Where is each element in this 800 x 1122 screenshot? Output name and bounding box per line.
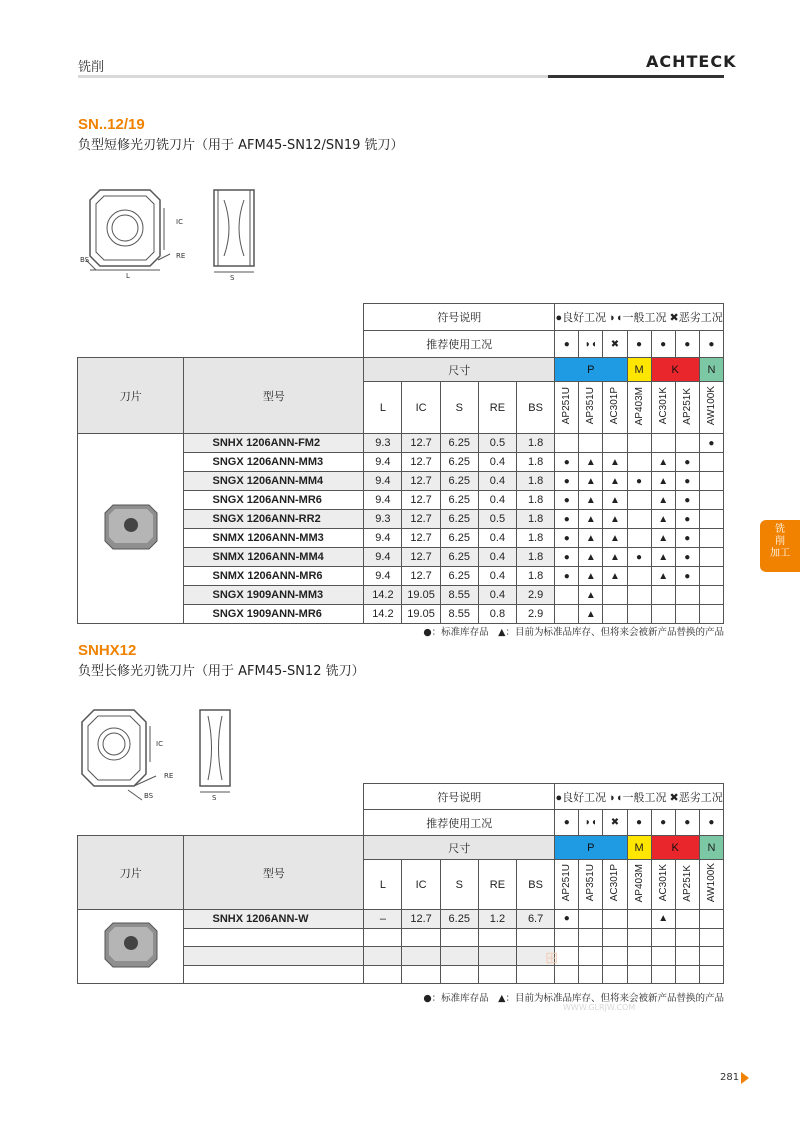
model-cell: SNHX 1206ANN-W <box>184 910 364 929</box>
dims-header: 尺寸 <box>364 358 555 382</box>
dim-cell-bs: 1.8 <box>517 491 555 510</box>
page-header-title: 铣削 <box>78 60 105 75</box>
dim-col-header: RE <box>478 860 516 910</box>
dim-cell-re <box>478 947 516 966</box>
dim-cell-ic: 12.7 <box>402 567 440 586</box>
grade-mark-cell <box>555 434 579 453</box>
grade-mark-cell <box>627 947 651 966</box>
section1-insert-drawing <box>78 180 268 280</box>
dim-cell-ic: 12.7 <box>402 529 440 548</box>
grade-mark-cell: ▲ <box>603 510 627 529</box>
grade-mark-cell <box>627 605 651 624</box>
table-row <box>78 910 724 929</box>
page-number: 281 <box>720 1072 740 1083</box>
grade-mark-cell <box>603 586 627 605</box>
rec-mark: ◗◖ <box>579 810 603 836</box>
grade-mark-cell <box>603 434 627 453</box>
dim-cell-s: 6.25 <box>440 529 478 548</box>
dim-cell-s: 6.25 <box>440 491 478 510</box>
section2-desc: 负型长修光刃铣刀片（用于 AFM45-SN12 铣刀） <box>78 664 365 679</box>
dim-col-header: BS <box>517 382 555 434</box>
model-cell: SNGX 1206ANN-RR2 <box>184 510 364 529</box>
symbol-desc-label: 符号说明 <box>364 304 555 331</box>
grade-mark-cell <box>651 928 675 947</box>
dim-cell-s <box>440 947 478 966</box>
dim-cell-re: 0.5 <box>478 510 516 529</box>
grade-mark-cell <box>699 910 723 929</box>
grade-mark-cell: ● <box>555 510 579 529</box>
dim-cell-l: 9.4 <box>364 491 402 510</box>
grade-mark-cell: ▲ <box>651 548 675 567</box>
grade-mark-cell: ▲ <box>603 491 627 510</box>
rec-mark: ● <box>555 810 579 836</box>
dim-cell-bs: 1.8 <box>517 529 555 548</box>
dim-cell-ic: 19.05 <box>402 605 440 624</box>
dim-cell-re: 0.4 <box>478 586 516 605</box>
grade-mark-cell: ● <box>555 548 579 567</box>
grade-mark-cell: ▲ <box>579 529 603 548</box>
label-re: RE <box>164 772 174 780</box>
grade-mark-cell: ● <box>555 529 579 548</box>
dim-cell-bs <box>517 965 555 984</box>
grade-mark-cell <box>627 529 651 548</box>
dim-cell-bs: 1.8 <box>517 453 555 472</box>
grade-mark-cell: ● <box>675 529 699 548</box>
brand-logo: ACHTECK <box>646 52 737 71</box>
grade-header: AC301K <box>657 864 669 902</box>
grade-mark-cell: ▲ <box>603 453 627 472</box>
label-re: RE <box>176 252 186 260</box>
grade-mark-cell: ▲ <box>651 529 675 548</box>
grade-mark-cell <box>555 605 579 624</box>
grade-mark-cell <box>675 910 699 929</box>
grade-mark-cell <box>627 910 651 929</box>
dim-cell-ic <box>402 947 440 966</box>
grade-mark-cell: ▲ <box>603 567 627 586</box>
grade-mark-cell <box>699 491 723 510</box>
model-cell: SNMX 1206ANN-MM3 <box>184 529 364 548</box>
grade-mark-cell: ● <box>627 548 651 567</box>
insert-header: 刀片 <box>78 836 184 910</box>
spec-table-2 <box>77 783 724 984</box>
model-cell: SNMX 1206ANN-MR6 <box>184 567 364 586</box>
legend: ●良好工况 ◗◖一般工况 ✖恶劣工况 <box>555 304 724 331</box>
dim-cell-bs: 1.8 <box>517 472 555 491</box>
watermark-url: WWW.GLRJW.COM <box>563 1003 636 1012</box>
model-cell: SNGX 1206ANN-MM4 <box>184 472 364 491</box>
grade-mark-cell: ● <box>675 491 699 510</box>
grade-mark-cell <box>699 586 723 605</box>
model-cell <box>184 928 364 947</box>
rec-mark: ● <box>627 810 651 836</box>
grade-mark-cell: ● <box>555 910 579 929</box>
insert-photo <box>78 492 183 565</box>
dim-cell-bs: 1.8 <box>517 567 555 586</box>
label-s: S <box>212 794 217 802</box>
grade-mark-cell <box>675 947 699 966</box>
grade-mark-cell: ▲ <box>579 586 603 605</box>
dim-cell-l: – <box>364 910 402 929</box>
dim-cell-re <box>478 928 516 947</box>
grade-header: AP251K <box>681 864 693 902</box>
rec-mark: ● <box>675 810 699 836</box>
grade-mark-cell <box>675 605 699 624</box>
dim-cell-l: 9.4 <box>364 472 402 491</box>
grade-header: AC301P <box>609 387 621 425</box>
dim-cell-bs: 1.8 <box>517 510 555 529</box>
grade-mark-cell: ▲ <box>651 567 675 586</box>
model-header: 型号 <box>184 836 364 910</box>
insert-header: 刀片 <box>78 358 184 434</box>
grade-header: AP403M <box>633 386 645 426</box>
grade-mark-cell: ▲ <box>579 567 603 586</box>
grade-mark-cell <box>675 434 699 453</box>
model-cell <box>184 965 364 984</box>
grade-header: AW100K <box>705 386 717 426</box>
dim-cell-l: 14.2 <box>364 586 402 605</box>
dim-cell-s: 8.55 <box>440 586 478 605</box>
dim-cell-ic: 19.05 <box>402 586 440 605</box>
footnote-1: ●：标准库存品 ▲：目前为标准品库存、但将来会被新产品替换的产品 <box>423 627 724 638</box>
side-tab-char: 削 <box>775 536 785 547</box>
model-cell: SNGX 1909ANN-MM3 <box>184 586 364 605</box>
dim-cell-s: 6.25 <box>440 910 478 929</box>
grade-mark-cell <box>699 965 723 984</box>
dim-cell-bs: 1.8 <box>517 434 555 453</box>
dim-cell-ic <box>402 965 440 984</box>
grade-mark-cell: ● <box>675 567 699 586</box>
dim-col-header: IC <box>402 382 440 434</box>
grade-mark-cell <box>579 965 603 984</box>
rec-mark: ● <box>651 810 675 836</box>
dim-cell-s: 6.25 <box>440 548 478 567</box>
grade-mark-cell: ● <box>555 453 579 472</box>
category-k: K <box>651 358 699 382</box>
grade-mark-cell: ● <box>675 510 699 529</box>
rec-mark: ✖ <box>603 810 627 836</box>
grade-mark-cell <box>651 434 675 453</box>
table-row <box>78 434 724 453</box>
dim-cell-l: 9.4 <box>364 453 402 472</box>
dim-cell-bs: 2.9 <box>517 605 555 624</box>
grade-mark-cell: ● <box>555 491 579 510</box>
grade-header: AP351U <box>585 387 597 425</box>
rec-mark: ◗◖ <box>579 331 603 358</box>
grade-header: AP351U <box>585 864 597 902</box>
grade-mark-cell <box>675 965 699 984</box>
model-cell: SNGX 1206ANN-MR6 <box>184 491 364 510</box>
dim-cell-re <box>478 965 516 984</box>
rec-mark: ● <box>699 331 723 358</box>
dim-cell-l <box>364 928 402 947</box>
dim-cell-s: 6.25 <box>440 434 478 453</box>
label-l: L <box>126 272 130 280</box>
grade-mark-cell <box>555 965 579 984</box>
grade-mark-cell: ▲ <box>579 491 603 510</box>
dim-cell-bs <box>517 928 555 947</box>
grade-mark-cell <box>579 928 603 947</box>
model-cell: SNHX 1206ANN-FM2 <box>184 434 364 453</box>
dim-cell-s <box>440 965 478 984</box>
grade-mark-cell <box>699 928 723 947</box>
grade-mark-cell <box>651 586 675 605</box>
grade-mark-cell <box>579 910 603 929</box>
grade-mark-cell: ● <box>555 567 579 586</box>
dim-cell-s: 6.25 <box>440 510 478 529</box>
category-n: N <box>699 836 723 860</box>
grade-mark-cell: ▲ <box>579 548 603 567</box>
grade-mark-cell <box>627 453 651 472</box>
grade-mark-cell <box>579 947 603 966</box>
dim-cell-re: 0.4 <box>478 491 516 510</box>
label-bs: BS <box>80 256 90 264</box>
dim-col-header: S <box>440 860 478 910</box>
grade-mark-cell: ▲ <box>651 491 675 510</box>
category-p: P <box>555 358 627 382</box>
grade-mark-cell <box>603 605 627 624</box>
dim-cell-s: 8.55 <box>440 605 478 624</box>
grade-header: AP251U <box>561 864 573 902</box>
insert-image-cell <box>78 910 184 984</box>
dim-cell-l: 9.4 <box>364 548 402 567</box>
dim-cell-bs: 1.8 <box>517 548 555 567</box>
grade-mark-cell: ▲ <box>603 472 627 491</box>
category-m: M <box>627 836 651 860</box>
grade-mark-cell <box>651 947 675 966</box>
category-p: P <box>555 836 627 860</box>
rec-mark: ● <box>675 331 699 358</box>
dim-cell-re: 0.8 <box>478 605 516 624</box>
side-tab-milling[interactable] <box>760 520 800 572</box>
dim-cell-s: 6.25 <box>440 567 478 586</box>
grade-mark-cell: ▲ <box>651 472 675 491</box>
grade-mark-cell <box>699 567 723 586</box>
recommended-label: 推荐使用工况 <box>364 331 555 358</box>
grade-mark-cell <box>699 548 723 567</box>
grade-mark-cell: ▲ <box>579 472 603 491</box>
dim-cell-re: 0.4 <box>478 453 516 472</box>
dim-col-header: S <box>440 382 478 434</box>
grade-mark-cell <box>603 947 627 966</box>
grade-mark-cell <box>627 434 651 453</box>
grade-mark-cell <box>627 510 651 529</box>
grade-mark-cell: ● <box>627 472 651 491</box>
label-bs: BS <box>144 792 154 800</box>
dim-cell-re: 0.4 <box>478 472 516 491</box>
grade-mark-cell <box>627 567 651 586</box>
insert-image-cell <box>78 434 184 624</box>
dim-cell-ic: 12.7 <box>402 510 440 529</box>
grade-header: AC301P <box>609 864 621 902</box>
dim-cell-l: 9.4 <box>364 567 402 586</box>
dim-cell-re: 1.2 <box>478 910 516 929</box>
recommended-label: 推荐使用工况 <box>364 810 555 836</box>
model-cell: SNGX 1206ANN-MM3 <box>184 453 364 472</box>
dim-cell-s: 6.25 <box>440 472 478 491</box>
grade-mark-cell <box>675 928 699 947</box>
grade-mark-cell <box>627 965 651 984</box>
grade-mark-cell <box>651 965 675 984</box>
category-k: K <box>651 836 699 860</box>
model-cell <box>184 947 364 966</box>
side-tab-char: 加工 <box>770 548 790 559</box>
grade-header: AP403M <box>633 863 645 903</box>
grade-header: AP251U <box>561 387 573 425</box>
legend: ●良好工况 ◗◖一般工况 ✖恶劣工况 <box>555 784 724 810</box>
dim-cell-re: 0.4 <box>478 567 516 586</box>
dim-cell-re: 0.4 <box>478 529 516 548</box>
grade-mark-cell <box>627 491 651 510</box>
dim-cell-bs: 2.9 <box>517 586 555 605</box>
grade-mark-cell <box>555 586 579 605</box>
dim-cell-ic: 12.7 <box>402 472 440 491</box>
grade-mark-cell <box>699 947 723 966</box>
dim-cell-ic: 12.7 <box>402 910 440 929</box>
grade-mark-cell <box>627 586 651 605</box>
dim-cell-l <box>364 947 402 966</box>
grade-mark-cell: ▲ <box>579 510 603 529</box>
model-header: 型号 <box>184 358 364 434</box>
dim-cell-l <box>364 965 402 984</box>
grade-mark-cell: ● <box>699 434 723 453</box>
grade-mark-cell: ▲ <box>651 910 675 929</box>
grade-mark-cell <box>579 434 603 453</box>
grade-mark-cell <box>699 529 723 548</box>
grade-header: AW100K <box>705 863 717 903</box>
header-rule-accent <box>548 75 724 78</box>
dim-col-header: RE <box>478 382 516 434</box>
grade-mark-cell <box>675 586 699 605</box>
dim-cell-ic: 12.7 <box>402 548 440 567</box>
dim-cell-ic: 12.7 <box>402 453 440 472</box>
dim-cell-ic: 12.7 <box>402 434 440 453</box>
symbol-desc-label: 符号说明 <box>364 784 555 810</box>
grade-mark-cell: ▲ <box>603 548 627 567</box>
category-n: N <box>699 358 723 382</box>
grade-mark-cell <box>555 928 579 947</box>
rec-mark: ● <box>699 810 723 836</box>
dim-cell-s <box>440 928 478 947</box>
dim-cell-s: 6.25 <box>440 453 478 472</box>
label-ic: IC <box>156 740 163 748</box>
watermark-logo: ⊞ <box>545 948 559 967</box>
dim-cell-bs: 6.7 <box>517 910 555 929</box>
grade-mark-cell: ▲ <box>579 605 603 624</box>
grade-mark-cell: ● <box>675 548 699 567</box>
rec-mark: ● <box>651 331 675 358</box>
grade-mark-cell: ● <box>675 453 699 472</box>
grade-mark-cell: ▲ <box>579 453 603 472</box>
grade-mark-cell <box>627 928 651 947</box>
label-s: S <box>230 274 235 280</box>
rec-mark: ● <box>627 331 651 358</box>
dim-col-header: IC <box>402 860 440 910</box>
grade-mark-cell <box>699 472 723 491</box>
section1-code: SN..12/19 <box>78 116 145 133</box>
grade-mark-cell <box>699 510 723 529</box>
grade-mark-cell: ▲ <box>651 510 675 529</box>
label-ic: IC <box>176 218 183 226</box>
grade-mark-cell <box>603 928 627 947</box>
grade-mark-cell: ● <box>675 472 699 491</box>
model-cell: SNGX 1909ANN-MR6 <box>184 605 364 624</box>
header-rule <box>78 75 548 78</box>
grade-mark-cell <box>651 605 675 624</box>
dim-cell-l: 9.3 <box>364 510 402 529</box>
dims-header: 尺寸 <box>364 836 555 860</box>
grade-mark-cell <box>603 910 627 929</box>
grade-mark-cell <box>603 965 627 984</box>
grade-mark-cell <box>699 453 723 472</box>
next-page-arrow-icon[interactable] <box>741 1072 749 1084</box>
dim-cell-l: 9.3 <box>364 434 402 453</box>
model-cell: SNMX 1206ANN-MM4 <box>184 548 364 567</box>
rec-mark: ● <box>555 331 579 358</box>
section2-code: SNHX12 <box>78 642 137 659</box>
dim-col-header: BS <box>517 860 555 910</box>
grade-mark-cell: ● <box>555 472 579 491</box>
dim-cell-ic <box>402 928 440 947</box>
grade-mark-cell: ▲ <box>651 453 675 472</box>
category-m: M <box>627 358 651 382</box>
side-tab-char: 铣 <box>775 524 785 535</box>
grade-mark-cell <box>699 605 723 624</box>
spec-table-1 <box>77 303 724 624</box>
section1-desc: 负型短修光刃铣刀片（用于 AFM45-SN12/SN19 铣刀） <box>78 138 404 153</box>
dim-cell-l: 14.2 <box>364 605 402 624</box>
dim-col-header: L <box>364 860 402 910</box>
footnote-2: ●：标准库存品 ▲：目前为标准品库存、但将来会被新产品替换的产品 <box>423 993 724 1004</box>
dim-cell-ic: 12.7 <box>402 491 440 510</box>
insert-photo <box>78 910 183 983</box>
rec-mark: ✖ <box>603 331 627 358</box>
grade-mark-cell: ▲ <box>603 529 627 548</box>
dim-cell-l: 9.4 <box>364 529 402 548</box>
dim-cell-re: 0.5 <box>478 434 516 453</box>
grade-header: AC301K <box>657 387 669 425</box>
dim-col-header: L <box>364 382 402 434</box>
dim-cell-re: 0.4 <box>478 548 516 567</box>
grade-header: AP251K <box>681 387 693 425</box>
